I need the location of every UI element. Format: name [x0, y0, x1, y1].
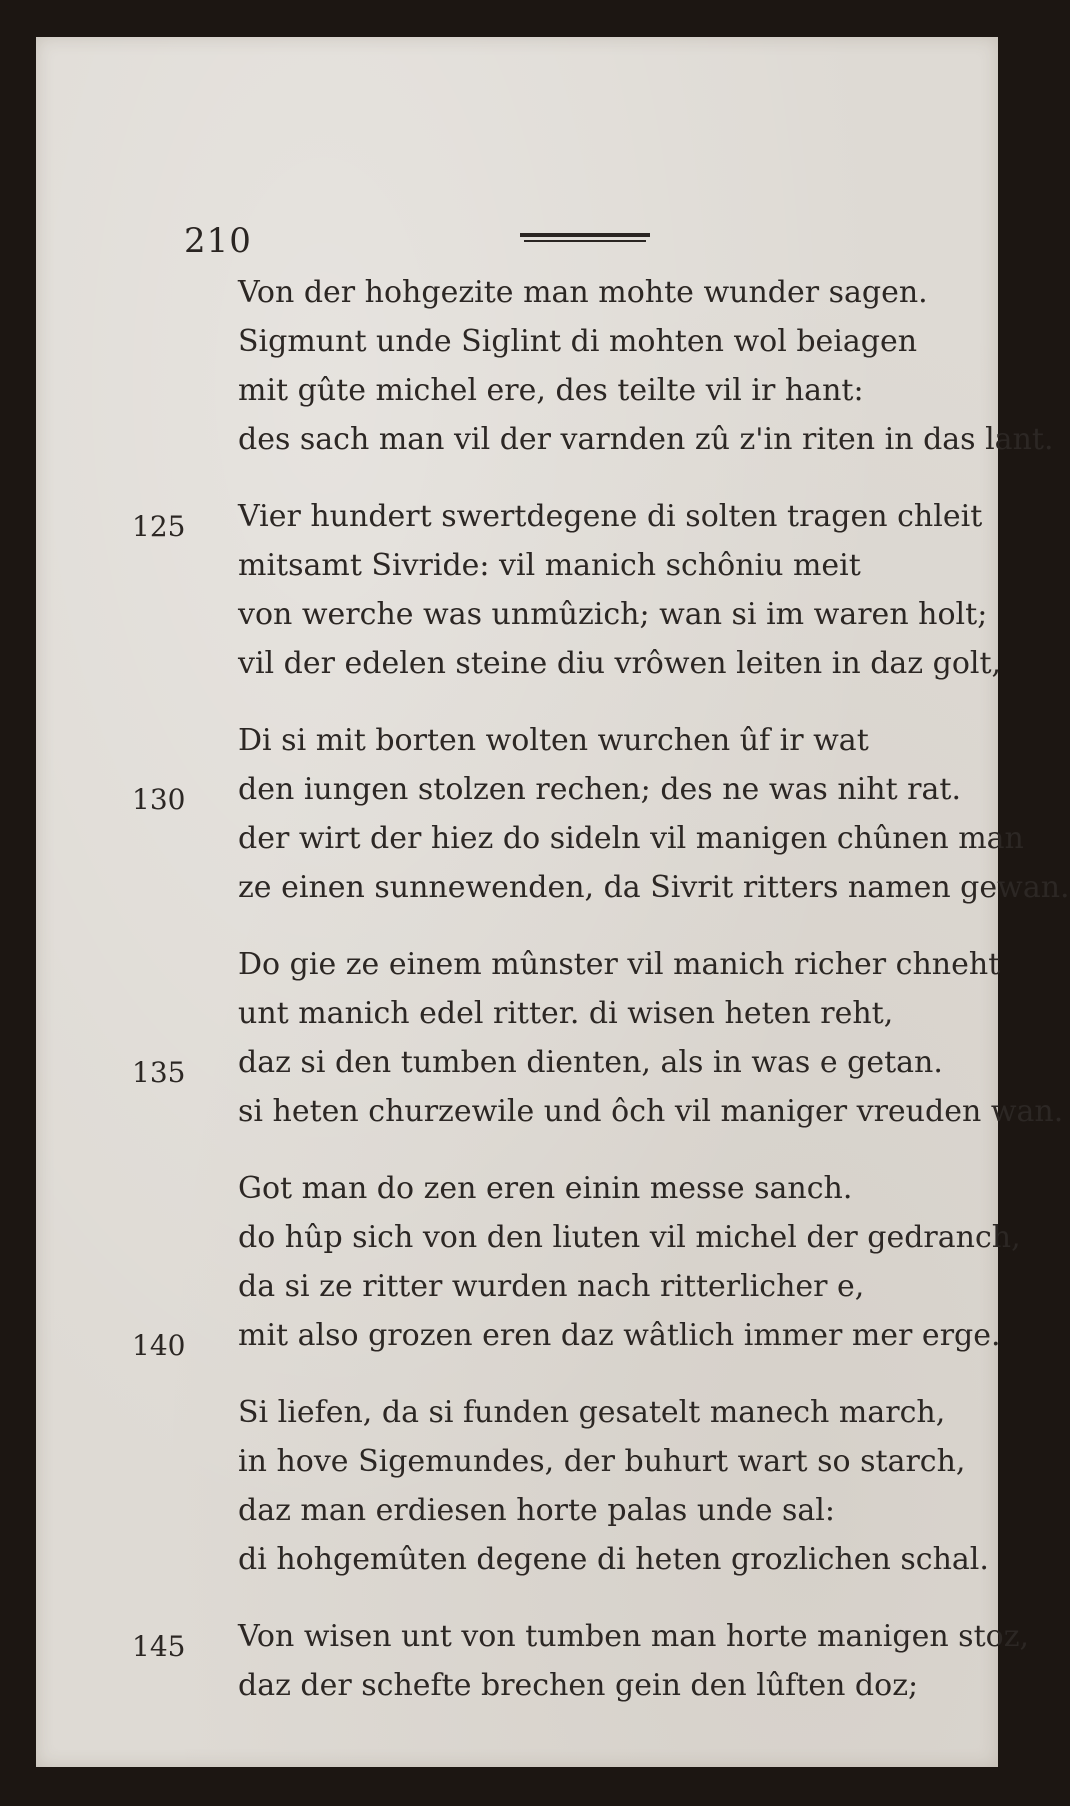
verse-line: do hûp sich von den liuten vil michel der gedranch, — [238, 1220, 1021, 1255]
header-rule-thin — [524, 240, 646, 242]
verse-line: mitsamt Sivride: vil manich schôniu meit — [238, 548, 861, 583]
verse-line: si heten churzewile und ôch vil maniger vreuden wan. — [238, 1094, 1064, 1129]
line-number: 140 — [132, 1329, 186, 1362]
verse-line: Got man do zen eren einin messe sanch. — [238, 1171, 853, 1206]
verse-line: den iungen stolzen rechen; des ne was niht rat. — [238, 772, 961, 807]
verse-line: ze einen sunnewenden, da Sivrit ritters namen gewan. — [238, 870, 1070, 905]
header-rule — [520, 233, 650, 241]
verse-line: Von wisen unt von tumben man horte manigen stoz, — [238, 1619, 1030, 1654]
verse-line: Si liefen, da si funden gesatelt manech march, — [238, 1395, 946, 1430]
verse-line: Von der hohgezite man mohte wunder sagen. — [238, 275, 928, 310]
verse-line: Vier hundert swertdegene di solten tragen chleit — [238, 499, 983, 534]
line-number: 125 — [132, 510, 186, 543]
verse-line: unt manich edel ritter. di wisen heten reht, — [238, 996, 894, 1031]
verse-line: mit also grozen eren daz wâtlich immer mer erge. — [238, 1318, 1001, 1353]
verse-line: mit gûte michel ere, des teilte vil ir hant: — [238, 373, 864, 408]
verse-line: in hove Sigemundes, der buhurt wart so starch, — [238, 1444, 966, 1479]
verse-line: daz man erdiesen horte palas unde sal: — [238, 1493, 835, 1528]
page-number: 210 — [184, 221, 252, 261]
verse-line: Di si mit borten wolten wurchen ûf ir wat — [238, 723, 869, 758]
verse-line: Do gie ze einem mûnster vil manich richer chneht — [238, 947, 1001, 982]
verse-line: von werche was unmûzich; wan si im waren holt; — [238, 597, 988, 632]
verse-line: Sigmunt unde Siglint di mohten wol beiagen — [238, 324, 918, 359]
header-rule-thick — [520, 233, 650, 237]
verse-line: da si ze ritter wurden nach ritterlicher e, — [238, 1269, 865, 1304]
verse-line: des sach man vil der varnden zû z'in riten in das lant. — [238, 422, 1054, 457]
verse-line: der wirt der hiez do sideln vil manigen chûnen man — [238, 821, 1024, 856]
book-page — [36, 37, 1070, 1767]
verse-line: daz der schefte brechen gein den lûften doz; — [238, 1668, 919, 1703]
verse-line: daz si den tumben dienten, als in was e getan. — [238, 1045, 943, 1080]
line-number: 130 — [132, 783, 186, 816]
line-number: 145 — [132, 1630, 186, 1663]
line-number: 135 — [132, 1056, 186, 1089]
verse-line: di hohgemûten degene di heten grozlichen schal. — [238, 1542, 989, 1577]
verse-line: vil der edelen steine diu vrôwen leiten in daz golt, — [238, 646, 1002, 681]
